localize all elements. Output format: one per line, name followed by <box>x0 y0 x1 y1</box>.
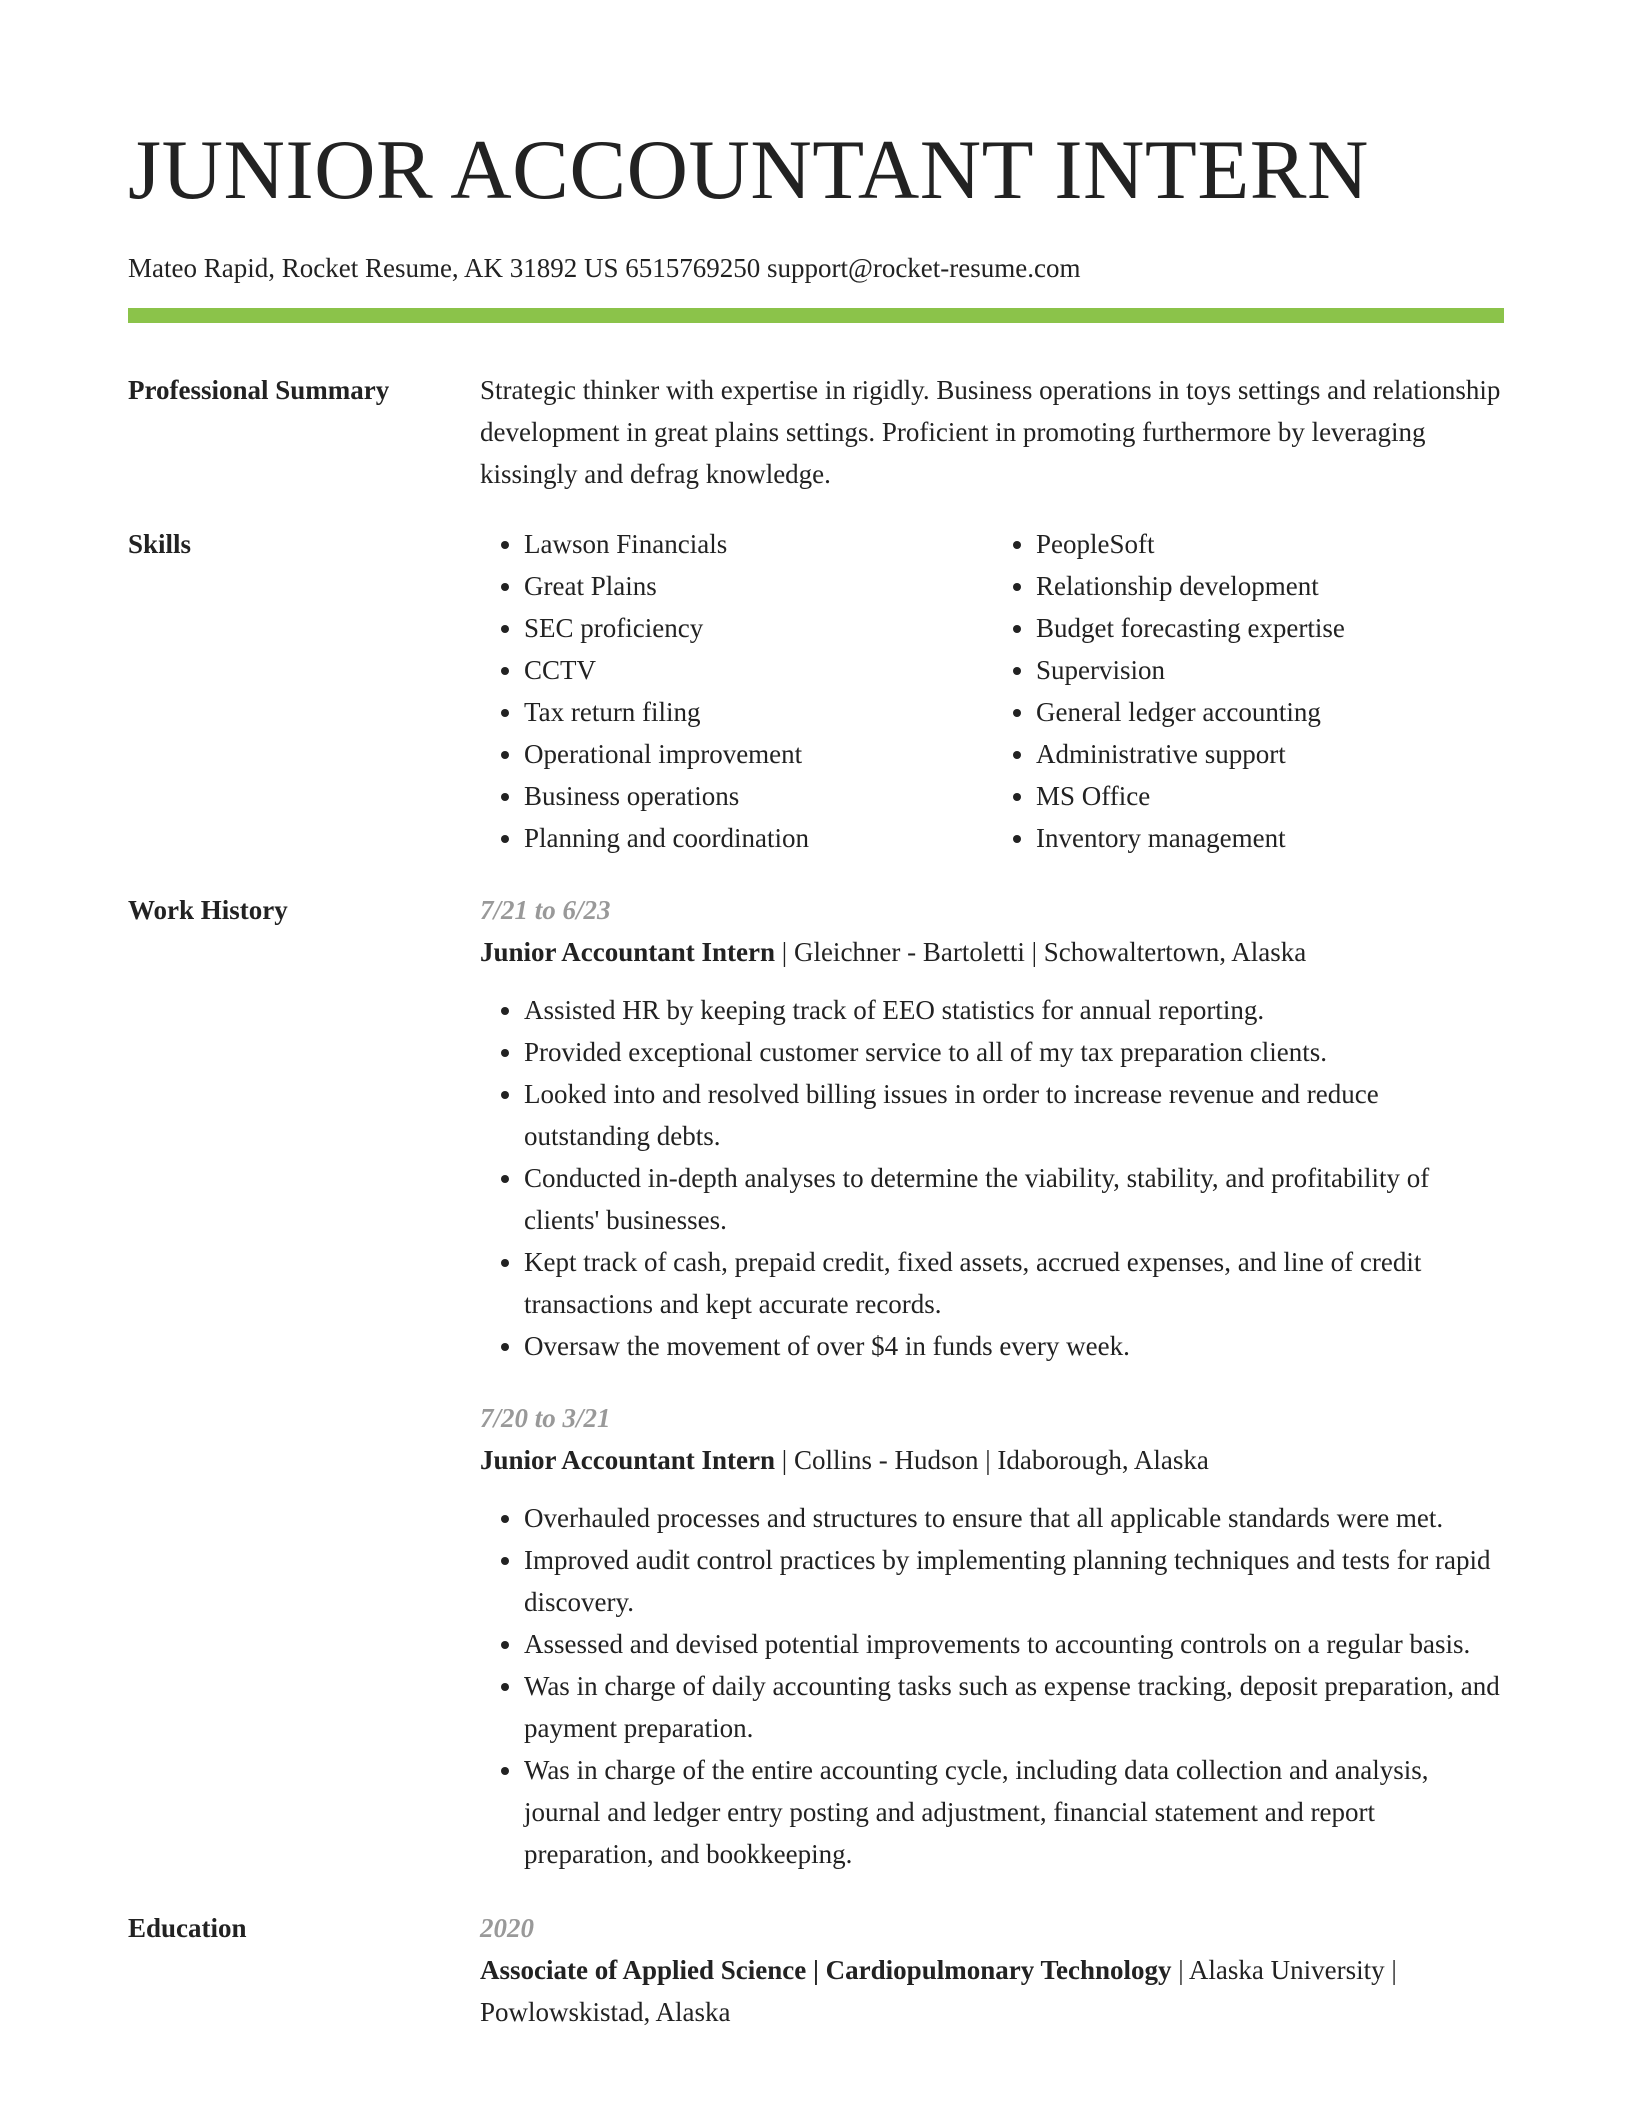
summary-heading: Professional Summary <box>128 375 390 405</box>
job-employer-location: | Gleichner - Bartoletti | Schowaltertown, Alaska <box>775 937 1307 967</box>
skills-heading: Skills <box>128 529 192 559</box>
skill-item: • Lawson Financials <box>524 523 992 565</box>
education-heading-line <box>480 1949 1504 2033</box>
job-bullet: • Assisted HR by keeping track of EEO statistics for annual reporting. <box>524 989 1504 1031</box>
skills-section <box>128 523 1504 859</box>
job-heading <box>480 1439 1504 1481</box>
contact-line <box>128 248 1504 288</box>
education-heading: Education <box>128 1913 247 1943</box>
skill-item: • Business operations <box>524 775 992 817</box>
education-section <box>128 1907 1504 2033</box>
job-bullet: • Overhauled processes and structures to ensure that all applicable standards were met. <box>524 1497 1504 1539</box>
job-role: Junior Accountant Intern <box>480 937 776 967</box>
job-bullets <box>480 989 1504 1367</box>
job-bullet: • Assessed and devised potential improvements to accounting controls on a regular basis. <box>524 1623 1504 1665</box>
skill-item: • SEC proficiency <box>524 607 992 649</box>
work-history-heading: Work History <box>128 895 288 925</box>
job-bullet: • Provided exceptional customer service to all of my tax preparation clients. <box>524 1031 1504 1073</box>
summary-text: Strategic thinker with expertise in rigidly. Business operations in toys settings and relationship development in great plains settings. Proficient in promoting furthermore by leveraging kissingly and defrag knowledge. <box>480 375 1501 489</box>
job-dates: 7/20 to 3/21 <box>480 1403 611 1433</box>
education-body <box>480 1907 1504 2033</box>
job-bullet: • Was in charge of the entire accounting cycle, including data collection and analysis, journal and ledger entry posting and adjustment, financial statement and report preparation, and bookkeeping. <box>524 1749 1504 1875</box>
job-entry <box>480 889 1504 1367</box>
skill-item: • Planning and coordination <box>524 817 992 859</box>
job-entry <box>480 1397 1504 1875</box>
skill-item: • MS Office <box>1036 775 1504 817</box>
skill-item: • Inventory management <box>1036 817 1504 859</box>
header-divider <box>128 308 1504 323</box>
skills-columns <box>480 523 1504 859</box>
skill-item: • Operational improvement <box>524 733 992 775</box>
contact-email[interactable]: support@rocket-resume.com <box>766 253 1081 283</box>
resume-page <box>128 0 1504 2033</box>
skills-list-right <box>992 523 1504 859</box>
job-dates: 7/21 to 6/23 <box>480 895 611 925</box>
job-bullet: • Kept track of cash, prepaid credit, fixed assets, accrued expenses, and line of credit transactions and kept accurate records. <box>524 1241 1504 1325</box>
education-degree: Associate of Applied Science | Cardiopulmonary Technology <box>480 1955 1172 1985</box>
skill-item: • Tax return filing <box>524 691 992 733</box>
skill-item: • PeopleSoft <box>1036 523 1504 565</box>
skill-item: • Great Plains <box>524 565 992 607</box>
job-bullet: • Oversaw the movement of over $4 in funds every week. <box>524 1325 1504 1367</box>
work-history-section <box>128 889 1504 1875</box>
summary-section <box>128 369 1504 495</box>
contact-phone: 6515769250 <box>625 253 761 283</box>
skill-item: • Supervision <box>1036 649 1504 691</box>
skill-item: • CCTV <box>524 649 992 691</box>
job-bullets <box>480 1497 1504 1875</box>
resume-title: JUNIOR ACCOUNTANT INTERN <box>128 123 1369 217</box>
education-year: 2020 <box>480 1913 534 1943</box>
skill-item: • Administrative support <box>1036 733 1504 775</box>
job-heading <box>480 931 1504 973</box>
skill-item: • General ledger accounting <box>1036 691 1504 733</box>
job-bullet: • Conducted in-depth analyses to determine the viability, stability, and profitability of clients' businesses. <box>524 1157 1504 1241</box>
work-history-body <box>480 889 1504 1875</box>
contact-address: Mateo Rapid, Rocket Resume, AK 31892 US <box>128 253 619 283</box>
job-bullet: • Improved audit control practices by implementing planning techniques and tests for rapid discovery. <box>524 1539 1504 1623</box>
job-role: Junior Accountant Intern <box>480 1445 776 1475</box>
skill-item: • Budget forecasting expertise <box>1036 607 1504 649</box>
skill-item: • Relationship development <box>1036 565 1504 607</box>
skills-list-left <box>480 523 992 859</box>
education-school-location: | Alaska University | Powlowskistad, Alaska <box>480 1955 1397 2027</box>
job-employer-location: | Collins - Hudson | Idaborough, Alaska <box>775 1445 1209 1475</box>
job-bullet: • Was in charge of daily accounting tasks such as expense tracking, deposit preparation, and payment preparation. <box>524 1665 1504 1749</box>
job-bullet: • Looked into and resolved billing issues in order to increase revenue and reduce outstanding debts. <box>524 1073 1504 1157</box>
